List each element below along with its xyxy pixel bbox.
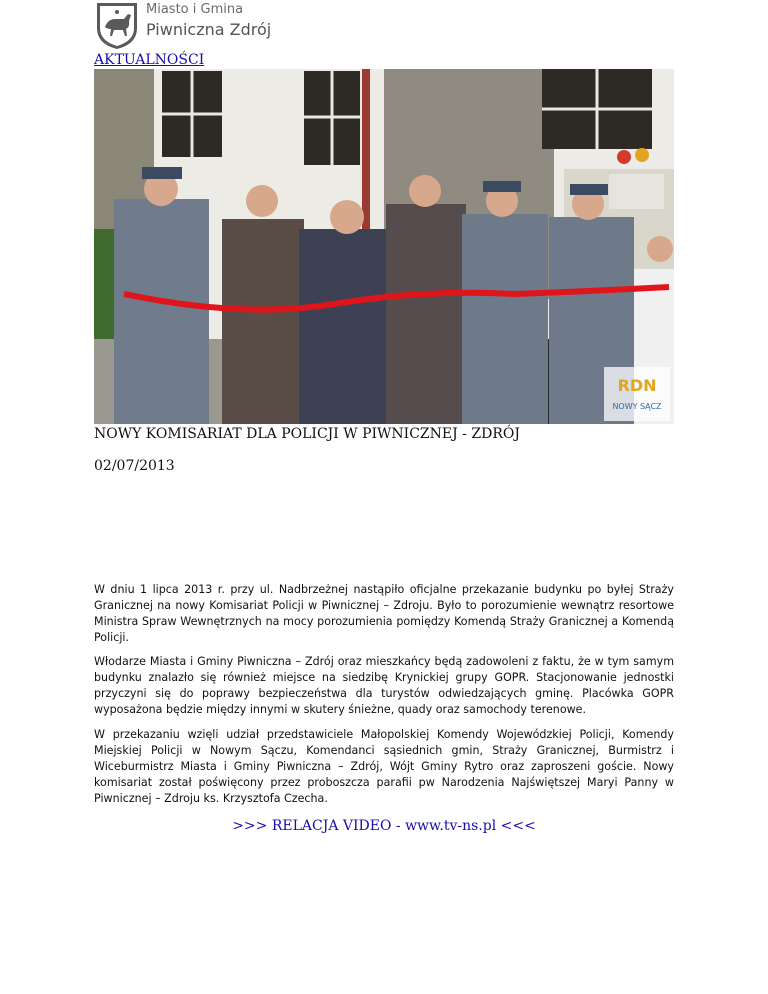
- article-title: NOWY KOMISARIAT DLA POLICJI W PIWNICZNEJ - ZDRÓJ: [94, 426, 520, 442]
- site-logo[interactable]: [94, 0, 284, 50]
- article-date: 02/07/2013: [94, 458, 175, 474]
- video-report-link[interactable]: >>> RELACJA VIDEO - www.tv-ns.pl <<<: [232, 818, 536, 834]
- logo-text-line2: Piwniczna Zdrój: [146, 20, 272, 39]
- coat-of-arms-icon: [94, 0, 140, 50]
- photo-watermark-subtitle: NOWY SĄCZ: [612, 402, 662, 411]
- logo-text-line1: Miasto i Gmina: [146, 2, 244, 17]
- news-link[interactable]: AKTUALNOŚCI: [94, 52, 205, 68]
- article-paragraph-1: W dniu 1 lipca 2013 r. przy ul. Nadbrzeżnej nastąpiło oficjalne przekazanie budynku po byłej Straży Granicznej na nowy Komisariat Policji w Piwnicznej – Zdroju. Było to porozumienie wewnątrz resortowe Ministra Spraw Wewnętrznych na mocy porozumienia pomiędzy Komendą Straży Granicznej a Komendą Policji.: [94, 583, 674, 644]
- article-paragraph-3: W przekazaniu wzięli udział przedstawiciele Małopolskiej Komendy Wojewódzkiej Policji, Komendy Miejskiej Policji w Nowym Sączu, Komendanci sąsiednich gmin, Straży Granicznej, Burmistrz i Wiceburmistrz Miasta i Gminy Piwniczna – Zdrój, Wójt Gminy Rytro oraz zaproszeni goście. Nowy komisariat został poświęcony przez proboszcza parafii pw Narodzenia Najświętszej Maryi Panny w Piwnicznej – Zdroju ks. Krzysztofa Czecha.: [94, 728, 674, 805]
- article-paragraph-2: Włodarze Miasta i Gminy Piwniczna – Zdrój oraz mieszkańcy będą zadowoleni z faktu, że w tym samym budynku znalazło się również miejsce na siedzibę Krynickiej grupy GOPR. Stacjonowanie jednostki przyczyni się do poprawy bezpieczeństwa dla turystów odwiedzających gminę. Placówka GOPR wyposażona będzie między innymi w skutery śnieżne, quady oraz samochody terenowe.: [94, 655, 674, 716]
- photo-watermark: RDN: [617, 376, 657, 395]
- article-photo: [94, 69, 674, 424]
